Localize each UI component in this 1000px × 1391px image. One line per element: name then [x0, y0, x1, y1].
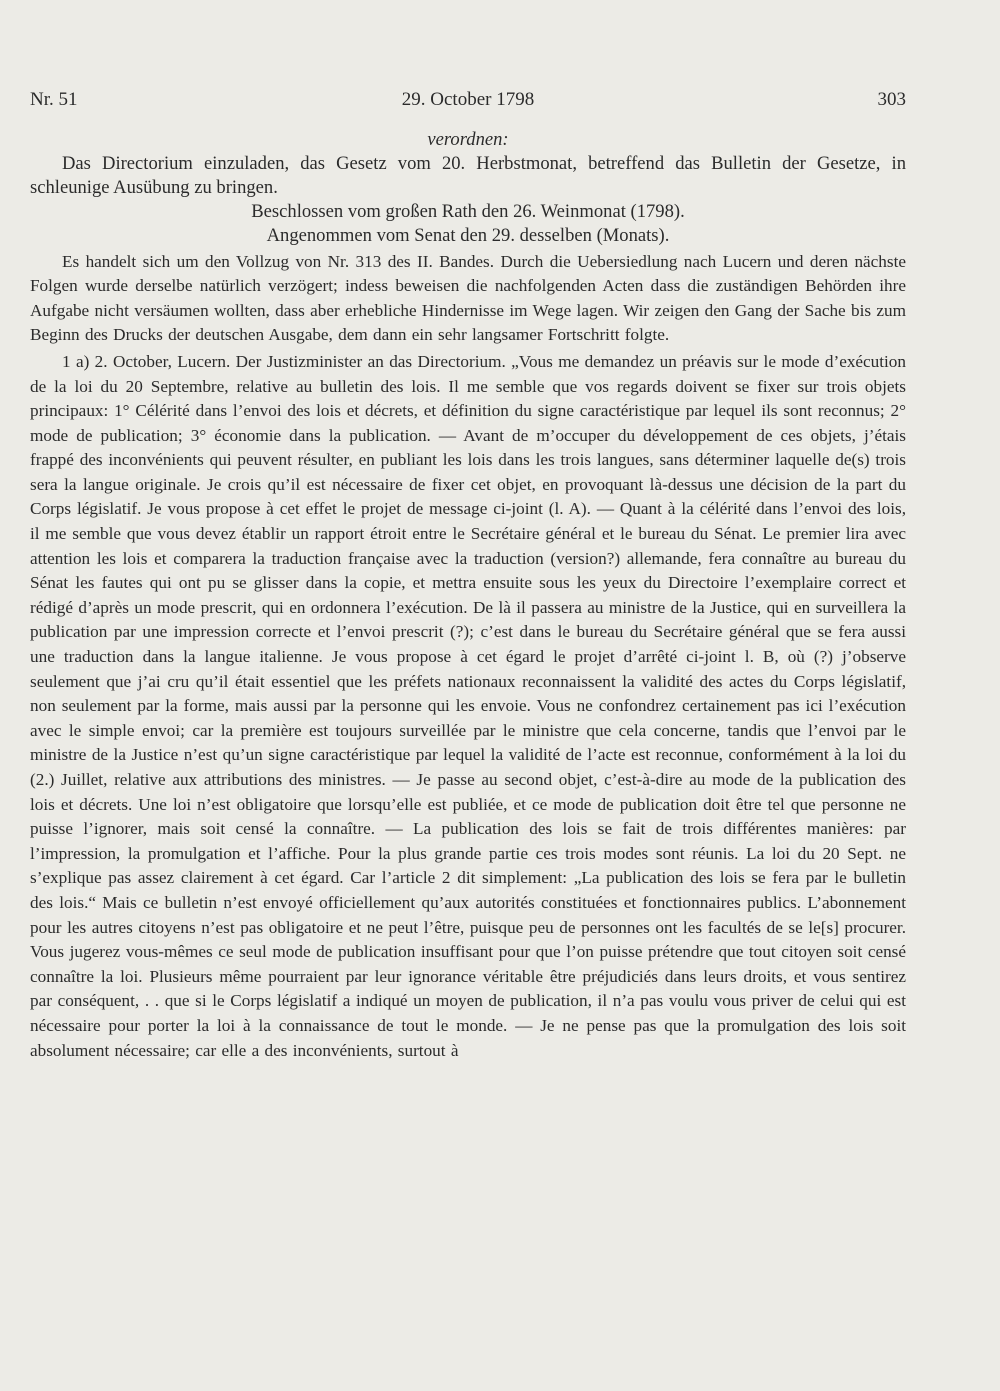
adopted-senate: Angenommen vom Senat den 29. desselben (Monats).: [266, 224, 670, 246]
commentary-paragraph: Es handelt sich um den Vollzug von Nr. 313 des II. Bandes. Durch die Uebersiedlung nach Lucern und deren nächste Folgen wurde derselbe natürlich verzögert; indess beweisen die nachfolgenden Acten dass die zuständigen Behörden ihre Aufgabe nicht versäumen wollten, dass aber erhebliche Hindernisse im Wege lagen. Wir zeigen den Gang der Sache bis zum Beginn des Drucks der deutschen Ausgabe, dem dann ein sehr langsamer Fortschritt folgte.: [30, 251, 906, 345]
adopted-great-council: Beschlossen vom großen Rath den 26. Weinmonat (1798).: [251, 200, 685, 222]
decree-heading: verordnen:: [427, 129, 509, 150]
page-content: [30, 128, 906, 1063]
document-number: Nr. 51: [30, 89, 78, 110]
decree-text: Das Directorium einzuladen, das Gesetz vom 20. Herbstmonat, betreffend das Bulletin der Gesetze, in schleunige Ausübung zu bringen.: [30, 152, 906, 198]
header-date: 29. October 1798: [401, 89, 535, 110]
page-number: 303: [877, 89, 906, 110]
minister-letter-paragraph: 1 a) 2. October, Lucern. Der Justizminister an das Directorium. „Vous me demandez un préavis sur le mode d’exécution de la loi du 20 Septembre, relative au bulletin des lois. Il me semble que vos regards doivent se fixer sur trois objets principaux: 1° Célérité dans l’envoi des lois et décrets, et définition du signe caractéristique par lequel ils sont reconnus; 2° mode de publication; 3° économie dans la publication. — Avant de m’occuper du développement de ces objets, j’étais frappé des inconvénients qui peuvent résulter, en publiant les lois dans les trois langues, sans déterminer laquelle de(s) trois sera la langue originale. Je crois qu’il est nécessaire de fixer cet objet, en provoquant là-dessus une décision de la part du Corps législatif. Je vous propose à cet effet le projet de message ci-joint (l. A). — Quant à la célérité dans l’envoi des lois, il me semble que vous devez établir un rapport étroit entre le Secrétaire général et le bureau du Sénat. Le premier lira avec attention les lois et comparera la traduction française avec la traduction (version?) allemande, fera connaître au bureau du Sénat les fautes qui ont pu se glisser dans la copie, et mettra ensuite sous les yeux du Directoire l’exemplaire correct et rédigé d’après un mode prescrit, qui en ordonnera l’exécution. De là il passera au ministre de la Justice, qui en surveillera la publication par une impression correcte et l’envoi prescrit (?); c’est dans le bureau du Secrétaire général que se fera aussi une traduction dans la langue italienne. Je vous propose à cet égard le projet d’arrêté ci-joint l. B, où (?) j’observe seulement que j’ai cru qu’il était essentiel que les préfets nationaux reconnaissent la validité des actes du Corps législatif, non seulement par la forme, mais aussi par la personne qui les envoie. Vous ne confondrez certainement pas ici l’exécution avec le simple envoi; car la première est toujours surveillée par le ministre que cela concerne, tandis que l’envoi par le ministre de la Justice n’est qu’un signe caractéristique par lequel la validité de l’acte est reconnue, conformément à la loi du (2.) Juillet, relative aux attributions des ministres. — Je passe au second objet, c’est-à-dire au mode de la publication des lois et décrets. Une loi n’est obligatoire que lorsqu’elle est publiée, et ce mode de publication doit être tel que personne ne puisse l’ignorer, mais soit censé la connaître. — La publication des lois se fait de trois différentes manières: par l’impression, la promulgation et l’affiche. Pour la plus grande partie ces trois modes sont réunis. La loi du 20 Sept. ne s’explique pas assez clairement à cet égard. Car l’article 2 dit simplement: „La publication des lois se fera par le bulletin des lois.“ Mais ce bulletin n’est envoyé officiellement qu’aux autorités constituées et fonctionnaires publics. L’abonnement pour les autres citoyens n’est pas obligatoire et ne peut l’être, puisque peu de personnes ont les facultés de se le[s] procurer. Vous jugerez vous-mêmes ce seul mode de publication insuffisant pour que l’on puisse prétendre que tout citoyen soit censé connaître la loi. Plusieurs même pourraient par leur ignorance véritable être préjudiciés dans leurs droits, et vous sentirez par conséquent, . . que si le Corps législatif a indiqué un moyen de publication, il n’a pas voulu vous priver de celui qui est nécessaire pour porter la loi à la connaissance de tout le monde. — Je ne pense pas que la promulgation des lois soit absolument nécessaire; car elle a des inconvénients, surtout à: [30, 351, 906, 1060]
